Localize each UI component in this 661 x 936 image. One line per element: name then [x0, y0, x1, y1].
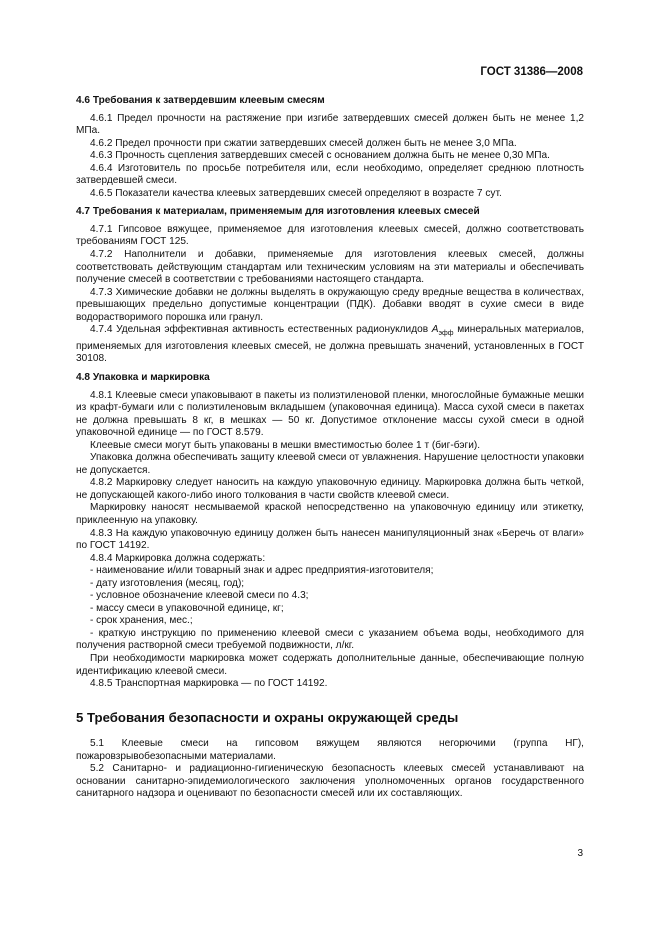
standard-number: ГОСТ 31386—2008: [480, 66, 583, 78]
marking-list-item: - условное обозначение клеевой смеси по 4.3;: [90, 590, 309, 602]
paragraph-packaging-protection: Упаковка должна обеспечивать защиту клеевой смеси от увлажнения. Нарушение целостности упаковки не допускается.: [76, 452, 584, 476]
paragraph-4-7-4-end: минеральных материалов, применяемых для изготовления клеевых смесей, не должна превышать значений, установленных в ГОСТ 30108.: [76, 324, 584, 365]
paragraph-big-bags: Клеевые смеси могут быть упакованы в мешки вместимостью более 1 т (биг-бэги).: [90, 439, 481, 451]
marking-list-item: - наименование и/или товарный знак и адрес предприятия-изготовителя;: [90, 565, 434, 577]
document-body: [76, 95, 584, 801]
paragraph-4-8-5: 4.8.5 Транспортная маркировка — по ГОСТ 14192.: [90, 678, 328, 690]
section-4-7-title: 4.7 Требования к материалам, применяемым для изготовления клеевых смесей: [76, 206, 480, 218]
section-5-title: 5 Требования безопасности и охраны окружающей среды: [76, 709, 459, 725]
paragraph-marking-paint: Маркировку наносят несмываемой краской непосредственно на упаковочную единицу или этикетку, приклеенную на упаковку.: [76, 502, 584, 526]
paragraph-4-8-3: 4.8.3 На каждую упаковочную единицу должен быть нанесен манипуляционный знак «Беречь от влаги» по ГОСТ 14192.: [76, 527, 584, 552]
marking-list-item: - срок хранения, мес.;: [90, 615, 193, 627]
paragraph-4-6-2: 4.6.2 Предел прочности при сжатии затвердевших смесей должен быть не менее 3,0 МПа.: [90, 137, 517, 149]
paragraph-4-8-1: 4.8.1 Клеевые смеси упаковывают в пакеты из полиэтиленовой пленки, многослойные бумажные мешки из крафт-бумаги или с полиэтиленовым вкладышем (упаковочная единица). Масса сухой смеси в пакетах не должна превышать 8 кг, в мешках — 50 кг. Допустимое отклонение массы сухой смеси в одной упаковочной единице — по ГОСТ 8.579.: [76, 389, 584, 439]
paragraph-4-7-4: [76, 324, 584, 366]
paragraph-4-6-4: 4.6.4 Изготовитель по просьбе потребителя или, если необходимо, определяет среднюю плотность затвердевшей смеси.: [76, 162, 584, 187]
paragraph-4-6-1: 4.6.1 Предел прочности на растяжение при изгибе затвердевших смесей должен быть не менее 1,2 МПа.: [76, 112, 584, 137]
page-number: 3: [577, 848, 583, 859]
marking-list-item: - дату изготовления (месяц, год);: [90, 577, 245, 589]
section-4-8-title: 4.8 Упаковка и маркировка: [76, 371, 210, 383]
radionuclide-symbol: A: [431, 324, 439, 336]
paragraph-4-7-2: 4.7.2 Наполнители и добавки, применяемые для изготовления клеевых смесей, должны соответствовать действующим стандартам или техническим условиям на эти материалы и обеспечивать получение смесей в соответствии с требованиями настоящего стандарта.: [76, 249, 584, 286]
radionuclide-subscript: эфф: [438, 330, 454, 338]
paragraph-additional-data: При необходимости маркировка может содержать дополнительные данные, обеспечивающие полную идентификацию клеевой смеси.: [76, 652, 584, 677]
paragraph-4-8-4: 4.8.4 Маркировка должна содержать:: [90, 552, 266, 564]
paragraph-4-6-3: 4.6.3 Прочность сцепления затвердевших смесей с основанием должна быть не менее 0,30 МПа.: [90, 150, 550, 162]
paragraph-4-7-4-start: 4.7.4 Удельная эффективная активность естественных радионуклидов: [90, 324, 432, 336]
paragraph-5-1: 5.1 Клеевые смеси на гипсовом вяжущем являются негорючими (группа НГ), пожаровзрывобезопасными материалами.: [76, 738, 584, 762]
paragraph-5-2: 5.2 Санитарно- и радиационно-гигиеническую безопасность клеевых смесей устанавливают на основании санитарно-эпидемиологического заключения уполномоченных органов государственного санитарного надзора и оценивают по безопасности смесей или их составляющих.: [76, 763, 584, 800]
section-4-6-title: 4.6 Требования к затвердевшим клеевым смесям: [76, 95, 325, 106]
paragraph-4-7-3: 4.7.3 Химические добавки не должны выделять в окружающую среду вредные вещества в количествах, превышающих предельно допустимые концентрации (ПДК). Добавки вводят в сухие смеси в виде водорастворимого порошка или гранул.: [76, 286, 584, 323]
marking-list-item: - краткую инструкцию по применению клеевой смеси с указанием объема воды, необходимого для получения растворной смеси требуемой подвижности, л/кг.: [76, 627, 584, 652]
paragraph-4-8-2: 4.8.2 Маркировку следует наносить на каждую упаковочную единицу. Маркировка должна быть четкой, не допускающей какого-либо иного толкования в части свойств клеевой смеси.: [76, 477, 584, 501]
marking-list-item: - массу смеси в упаковочной единице, кг;: [90, 602, 284, 614]
paragraph-4-7-1: 4.7.1 Гипсовое вяжущее, применяемое для изготовления клеевых смесей, должно соответствовать требованиям ГОСТ 125.: [76, 223, 584, 248]
paragraph-4-6-5: 4.6.5 Показатели качества клеевых затвердевших смесей определяют в возрасте 7 сут.: [90, 187, 502, 199]
